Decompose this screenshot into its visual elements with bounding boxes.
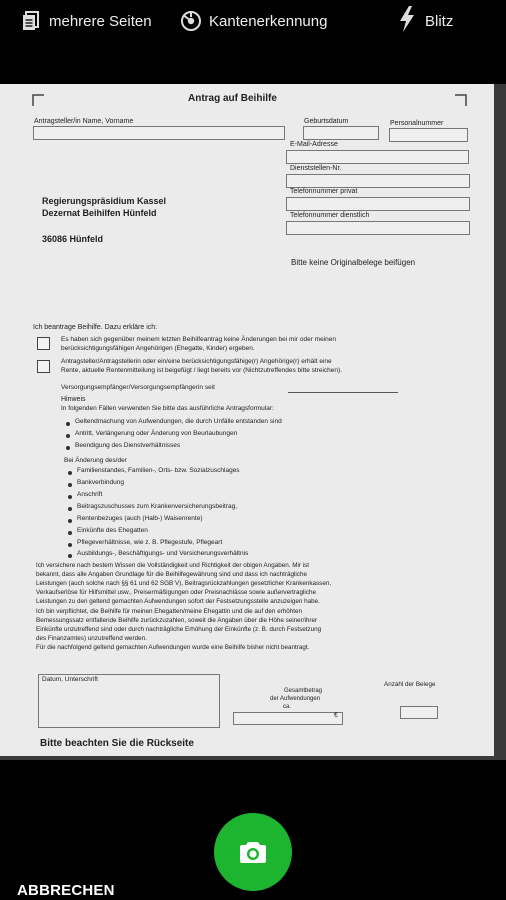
bullet [68,471,72,475]
field-label-applicant: Antragsteller/in Name, Vorname [34,118,134,125]
changes-intro: Bei Änderung des/der [64,457,127,464]
corner-mark-top-right [455,94,467,106]
field-box-email [286,150,469,164]
recipient-line-2: Dezernat Beihilfen Hünfeld [42,208,157,218]
camera-toolbar [0,0,506,62]
field-box-office [286,174,470,188]
bullet [68,543,72,547]
bullet [68,531,72,535]
camera-icon [237,836,269,868]
checkbox-no-changes [37,337,50,350]
assurance-line: Verkaufserlöse für Hilfsmittel usw., Preisermäßigungen oder Preisnachlässe sowie außervertragliche [36,589,316,596]
no-originals-note: Bitte keine Originalbelege beifügen [291,258,416,267]
total-label-1: Gesamtbetrag [284,688,323,694]
bullet [68,507,72,511]
receipts-count-box [400,706,438,719]
bullet [66,446,70,450]
hint-title: Hinweis [61,396,86,403]
edge-detection-icon [180,10,202,32]
bullet [68,495,72,499]
bullet [68,483,72,487]
checkbox-no-changes-text-1: Es haben sich gegenüber meinem letzten Beihilfeantrag keine Änderungen bei mir oder meinen [61,336,336,343]
field-label-birthdate: Geburtsdatum [304,118,349,125]
capture-controls [0,760,506,900]
receipts-label: Anzahl der Belege [384,681,436,688]
change-item: Ausbildungs-, Beschäftigungs- und Versicherungsverhältnis [77,550,249,557]
total-label-2: der Aufwendungen [270,696,321,702]
hint-intro: In folgenden Fällen verwenden Sie bitte das ausführliche Antragsformular: [61,405,274,412]
assurance-line: des Finanzamtes) unzutreffend werden. [36,635,147,642]
flash-label: Blitz [425,12,454,30]
multi-page-label: mehrere Seiten [49,12,152,30]
assurance-line: Ich versichere nach bestem Wissen die Vollständigkeit und Richtigkeit der obigen Angaben. Mir ist [36,562,310,569]
pension-recipient-label: Versorgungsempfänger/Versorgungsempfängerin seit [61,384,215,391]
field-label-phone-private: Telefonnummer privat [290,188,358,195]
edge-detection-toggle[interactable] [180,8,327,34]
euro-sign: € [334,712,338,719]
change-item: Anschrift [77,491,103,498]
assurance-line: Leistungen zu den geltend gemachten Aufwendungen sofort der Festsetzungsstelle anzuzeigen habe. [36,598,320,605]
assurance-line: bekannt, dass alle Angaben Grundlage für die Beihilfegewährung sind und dass ich nachträgliche [36,571,307,578]
field-box-applicant [33,126,285,140]
bullet [66,434,70,438]
field-box-phone-private [286,197,470,211]
corner-mark-top-left [32,94,44,106]
change-item: Bankverbindung [77,479,124,486]
checkbox-pension-text-2: Rente, aktuelle Rentenmitteilung ist beigefügt / liegt bereits vor (Nichtzutreffendes bitte streichen). [61,367,342,374]
flash-icon [396,10,418,32]
bullet [68,554,72,558]
recipient-line-1: Regierungspräsidium Kassel [42,196,167,206]
shutter-button[interactable] [214,813,292,891]
field-box-phone-work [286,221,470,235]
assurance-line: Für die nachfolgend geltend gemachten Aufwendungen wurde eine Beihilfe bisher nicht beantragt. [36,644,310,651]
assurance-line: Leistungen (auch solche nach §§ 61 und 62 SGB V), Beitragsrückzahlungen gesetzlicher Krankenkassen, [36,580,332,587]
total-amount-box [233,712,343,725]
assurance-line: Einkünfte unzutreffend sind oder durch nachträgliche Erhöhung der Einkünfte (z. B. durch Festsetzung [36,626,322,633]
field-box-birthdate [303,126,379,140]
signature-label: Datum, Unterschrift [42,676,98,683]
pages-icon [20,10,42,32]
field-label-office: Dienststellen-Nr. [290,165,342,172]
field-box-personnel [389,128,468,142]
change-item: Pflegeverhältnisse, wie z. B. Pflegestufe, Pflegeart [77,539,223,546]
total-label-3: ca. [283,704,292,710]
cancel-button[interactable]: ABBRECHEN [17,882,115,899]
document-page [0,84,494,756]
camera-preview[interactable] [0,84,506,760]
edge-detection-label: Kantenerkennung [209,12,328,30]
case-item: Beendigung des Dienstverhältnisses [75,442,181,449]
change-item: Einkünfte des Ehegatten [77,527,148,534]
change-item: Rentenbezuges (auch (Halb-) Waisenrente) [77,515,203,522]
back-side-note: Bitte beachten Sie die Rückseite [40,738,194,749]
bullet [68,519,72,523]
checkbox-no-changes-text-2: berücksichtigungsfähigen Angehörigen (Ehegatte, Kinder) ergeben. [61,345,255,352]
bullet [66,422,70,426]
assurance-line: Ich bin verpflichtet, die Beihilfe für meinen Ehegatten/meine Ehegattin und die auf den erhöhten [36,608,303,615]
multi-page-toggle[interactable] [20,8,152,34]
change-item: Beitragszuschusses zum Krankenversicherungsbeitrag, [77,503,238,510]
case-item: Antritt, Verlängerung oder Änderung von Beurlaubungen [75,430,238,437]
checkbox-pension [37,360,50,373]
document-title: Antrag auf Beihilfe [188,93,277,104]
case-item: Geltendmachung von Aufwendungen, die durch Unfälle entstanden sind [75,418,282,425]
field-label-email: E-Mail-Adresse [290,141,338,148]
recipient-line-3: 36086 Hünfeld [42,234,104,244]
field-label-personnel: Personalnummer [390,120,444,127]
checkbox-pension-text-1: Antragsteller/Antragstellerin oder ein/eine berücksichtigungsfähige(r) Angehörige(r) erhält eine [61,358,332,365]
flash-toggle[interactable] [396,8,453,34]
declaration-intro: Ich beantrage Beihilfe. Dazu erkläre ich: [33,324,158,331]
pension-date-blank [288,392,398,393]
assurance-line: Bemessungssatz entfallende Beihilfe zurückzuzahlen, soweit die Angaben über die Höhe seiner/ihrer [36,617,318,624]
field-label-phone-work: Telefonnummer dienstlich [290,212,370,219]
change-item: Familienstandes, Familien-, Orts- bzw. Sozialzuschlages [77,467,240,474]
